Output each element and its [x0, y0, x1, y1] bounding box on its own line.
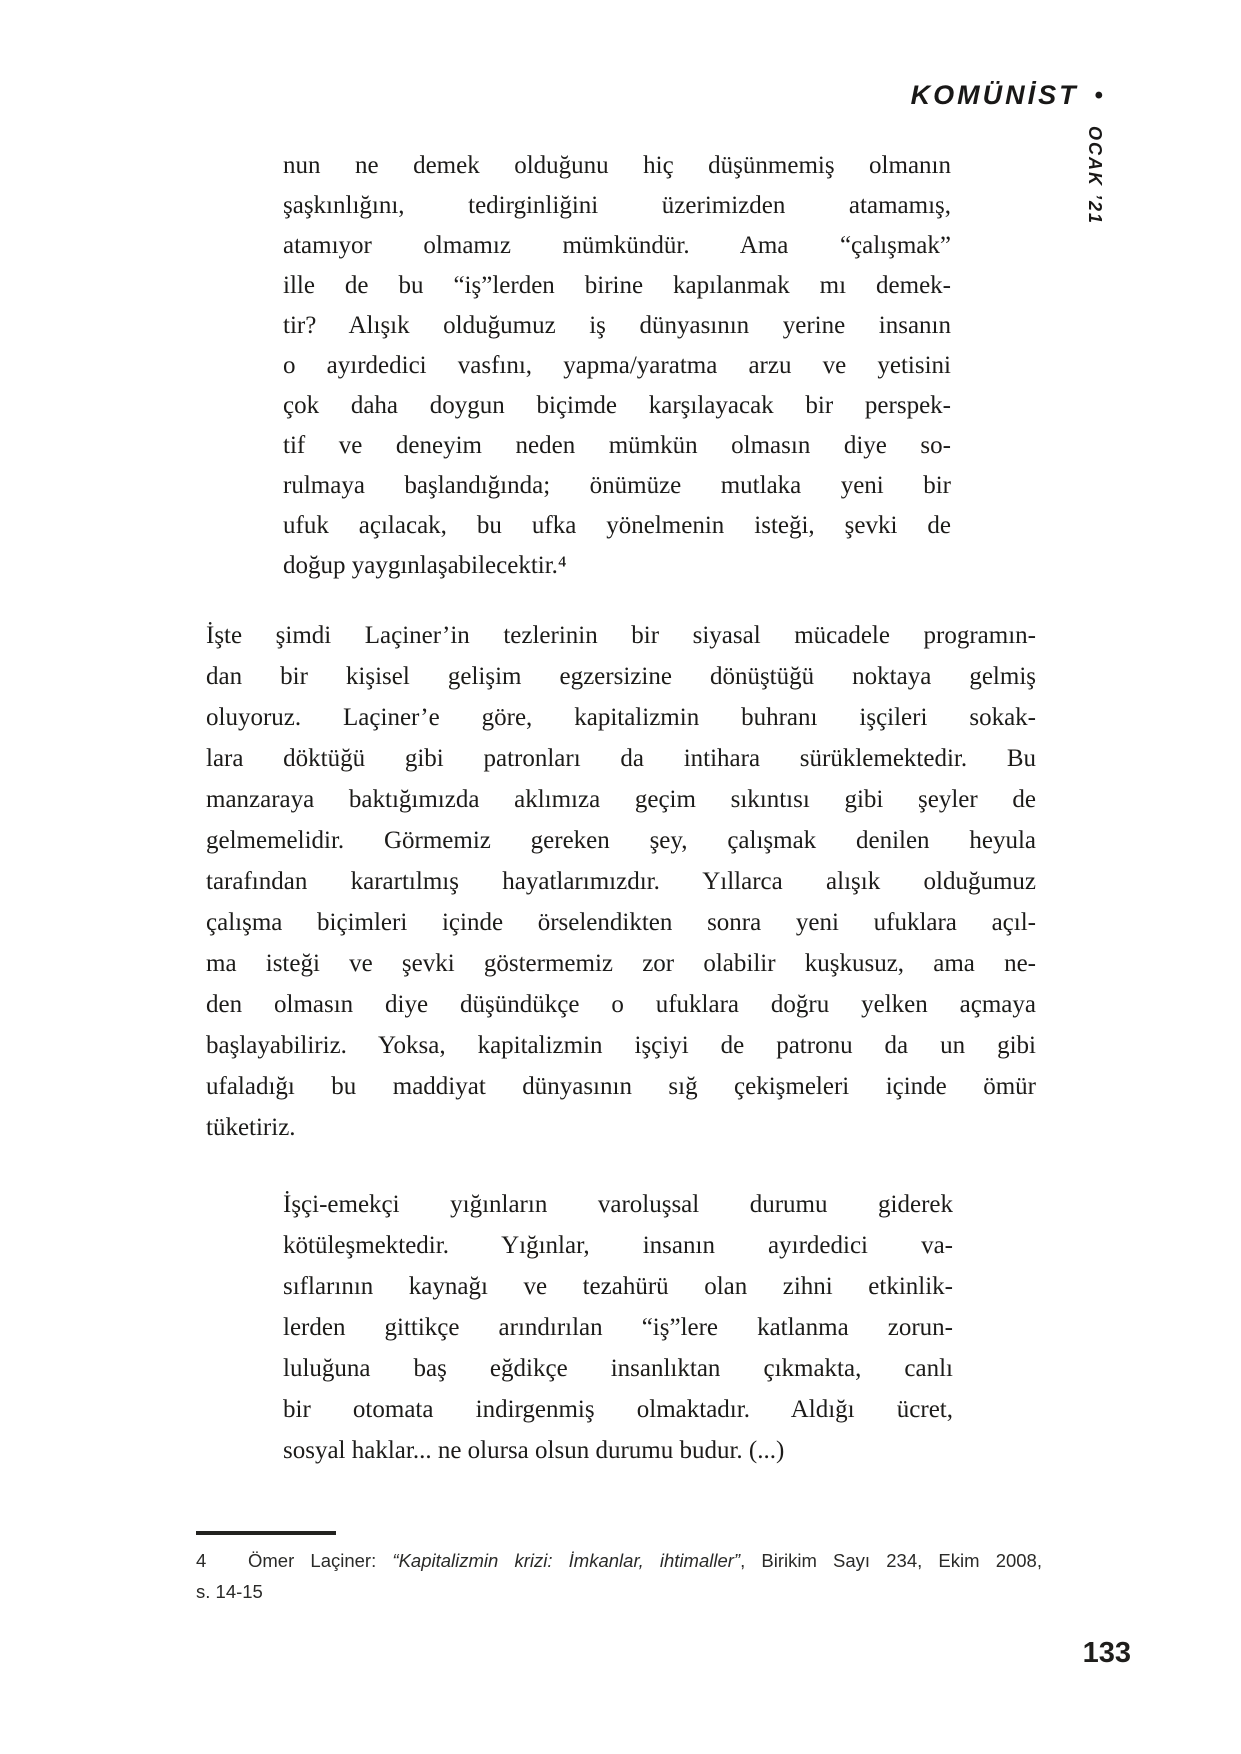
text-line: lara döktüğü gibi patronları da intihara sürüklemektedir. Bu — [206, 745, 1036, 772]
text-line: dan bir kişisel gelişim egzersizine dönüştüğü noktaya gelmiş — [206, 663, 1036, 690]
text-line: atamıyor olmamız mümkündür. Ama “çalışmak” — [283, 232, 951, 259]
text-line: sosyal haklar... ne olursa olsun durumu budur. (...) — [283, 1437, 785, 1464]
footnote-author: Ömer Laçiner: — [248, 1550, 393, 1571]
bullet-icon: • — [1094, 81, 1103, 109]
text-line: gelmemelidir. Görmemiz gereken şey, çalışmak denilen heyula — [206, 827, 1036, 854]
footnote-number: 4 — [196, 1550, 207, 1571]
text-line: ille de bu “iş”lerden birine kapılanmak mı demek- — [283, 272, 951, 299]
text-line: tarafından karartılmış hayatlarımızdır. Yıllarca alışık olduğumuz — [206, 868, 1036, 895]
text-line: sıflarının kaynağı ve tezahürü olan zihni etkinlik- — [283, 1273, 953, 1300]
text-line: o ayırdedici vasfını, yapma/yaratma arzu ve yetisini — [283, 352, 951, 379]
footnote-work-title: “Kapitalizmin krizi: İmkanlar, ihtimaller” — [392, 1550, 741, 1571]
text-line: ufaladığı bu maddiyat dünyasının sığ çekişmeleri içinde ömür — [206, 1073, 1036, 1100]
block-quote-2 — [283, 1184, 953, 1471]
footnote — [196, 1545, 1042, 1607]
footnote-divider — [196, 1531, 336, 1535]
text-line: ufuk açılacak, bu ufka yönelmenin isteği, şevki de — [283, 512, 951, 539]
text-line: luluğuna baş eğdikçe insanlıktan çıkmakta, canlı — [283, 1355, 953, 1382]
text-line: çalışma biçimleri içinde örselendikten sonra yeni ufuklara açıl- — [206, 909, 1036, 936]
text-line: bir otomata indirgenmiş olmaktadır. Aldığı ücret, — [283, 1396, 953, 1423]
text-line: lerden gittikçe arındırılan “iş”lere katlanma zorun- — [283, 1314, 953, 1341]
footnote-line-2: s. 14-15 — [196, 1581, 263, 1602]
text-line: tir? Alışık olduğumuz iş dünyasının yerine insanın — [283, 312, 951, 339]
text-line: rulmaya başlandığında; önümüze mutlaka yeni bir — [283, 472, 951, 499]
text-line: manzaraya baktığımızda aklımıza geçim sıkıntısı gibi şeyler de — [206, 786, 1036, 813]
text-line: tüketiriz. — [206, 1114, 296, 1141]
text-line: şaşkınlığını, tedirginliğini üzerimizden atamamış, — [283, 192, 951, 219]
running-head — [911, 80, 1103, 111]
journal-title: KOMÜNİST — [910, 80, 1079, 110]
text-line: den olmasın diye düşündükçe o ufuklara doğru yelken açmaya — [206, 991, 1036, 1018]
text-line: kötüleşmektedir. Yığınlar, insanın ayırdedici va- — [283, 1232, 953, 1259]
text-line: tif ve deneyim neden mümkün olmasın diye so- — [283, 432, 951, 459]
text-line: nun ne demek olduğunu hiç düşünmemiş olmanın — [283, 152, 951, 179]
text-line: oluyoruz. Laçiner’e göre, kapitalizmin buhranı işçileri sokak- — [206, 704, 1036, 731]
issue-label: OCAK ’21 — [1085, 126, 1105, 226]
text-line: İşte şimdi Laçiner’in tezlerinin bir siyasal mücadele programın- — [206, 622, 1036, 649]
block-quote-1 — [283, 146, 951, 586]
text-line: doğup yaygınlaşabilecektir.⁴ — [283, 552, 567, 579]
text-line: çok daha doygun biçimde karşılayacak bir perspek- — [283, 392, 951, 419]
footnote-citation: , Birikim Sayı 234, Ekim 2008, — [740, 1550, 1042, 1571]
body-paragraph — [206, 615, 1036, 1148]
text-line: ma isteği ve şevki göstermemiz zor olabilir kuşkusuz, ama ne- — [206, 950, 1036, 977]
text-line: başlayabiliriz. Yoksa, kapitalizmin işçiyi de patronu da un gibi — [206, 1032, 1036, 1059]
footnote-line-1 — [196, 1545, 1042, 1576]
page-number: 133 — [1082, 1637, 1131, 1669]
text-line: İşçi-emekçi yığınların varoluşsal durumu giderek — [283, 1191, 953, 1218]
